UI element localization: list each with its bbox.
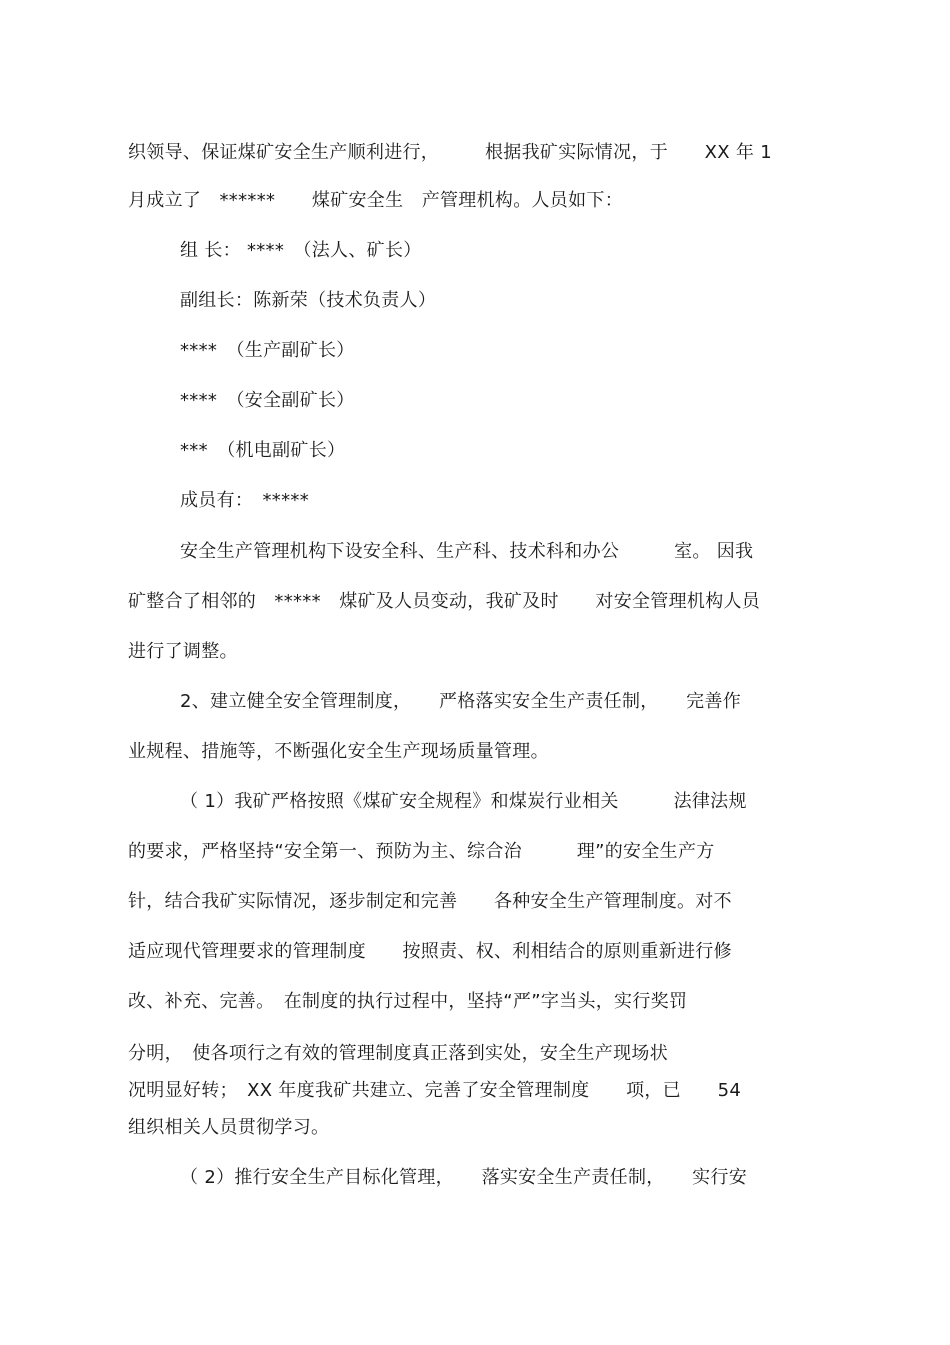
text-line-11: 进行了调整。 xyxy=(128,641,238,662)
text-line-22: （ 2）推行安全生产目标化管理， 落实安全生产责任制， 实行安 xyxy=(180,1167,748,1188)
text-line-8: 成员有： ***** xyxy=(180,490,309,511)
text-line-12: 2、建立健全安全管理制度， 严格落实安全生产责任制， 完善作 xyxy=(180,691,742,712)
text-line-10: 矿整合了相邻的 ***** 煤矿及人员变动，我矿及时 对安全管理机构人员 xyxy=(128,591,761,612)
text-line-6: **** （安全副矿长） xyxy=(180,390,355,411)
text-line-2: 月成立了 ****** 煤矿安全生 产管理机构。人员如下： xyxy=(128,190,623,211)
text-line-9: 安全生产管理机构下设安全科、生产科、技术科和办公 室。 因我 xyxy=(180,541,754,562)
text-line-13: 业规程、措施等，不断强化安全生产现场质量管理。 xyxy=(128,741,549,762)
text-line-7: *** （机电副矿长） xyxy=(180,440,346,461)
text-line-21: 组织相关人员贯彻学习。 xyxy=(128,1117,330,1138)
text-line-18: 改、补充、完善。 在制度的执行过程中，坚持“严”字当头，实行奖罚 xyxy=(128,991,688,1012)
text-line-5: **** （生产副矿长） xyxy=(180,340,355,361)
text-line-17: 适应现代管理要求的管理制度 按照责、权、利相结合的原则重新进行修 xyxy=(128,941,732,962)
text-line-16: 针，结合我矿实际情况，逐步制定和完善 各种安全生产管理制度。对不 xyxy=(128,891,732,912)
text-line-4: 副组长：陈新荣（技术负责人） xyxy=(180,290,437,311)
text-line-1: 织领导、保证煤矿安全生产顺利进行， 根据我矿实际情况，于 XX 年 1 xyxy=(128,142,772,163)
text-line-3: 组 长： **** （法人、矿长） xyxy=(180,240,422,261)
text-line-20: 况明显好转； XX 年度我矿共建立、完善了安全管理制度 项，已 54 xyxy=(128,1080,742,1101)
text-line-19: 分明， 使各项行之有效的管理制度真正落到实处，安全生产现场状 xyxy=(128,1043,668,1064)
text-line-15: 的要求，严格坚持“安全第一、预防为主、综合治 理”的安全生产方 xyxy=(128,841,715,862)
text-line-14: （ 1）我矿严格按照《煤矿安全规程》和煤炭行业相关 法律法规 xyxy=(180,791,747,812)
